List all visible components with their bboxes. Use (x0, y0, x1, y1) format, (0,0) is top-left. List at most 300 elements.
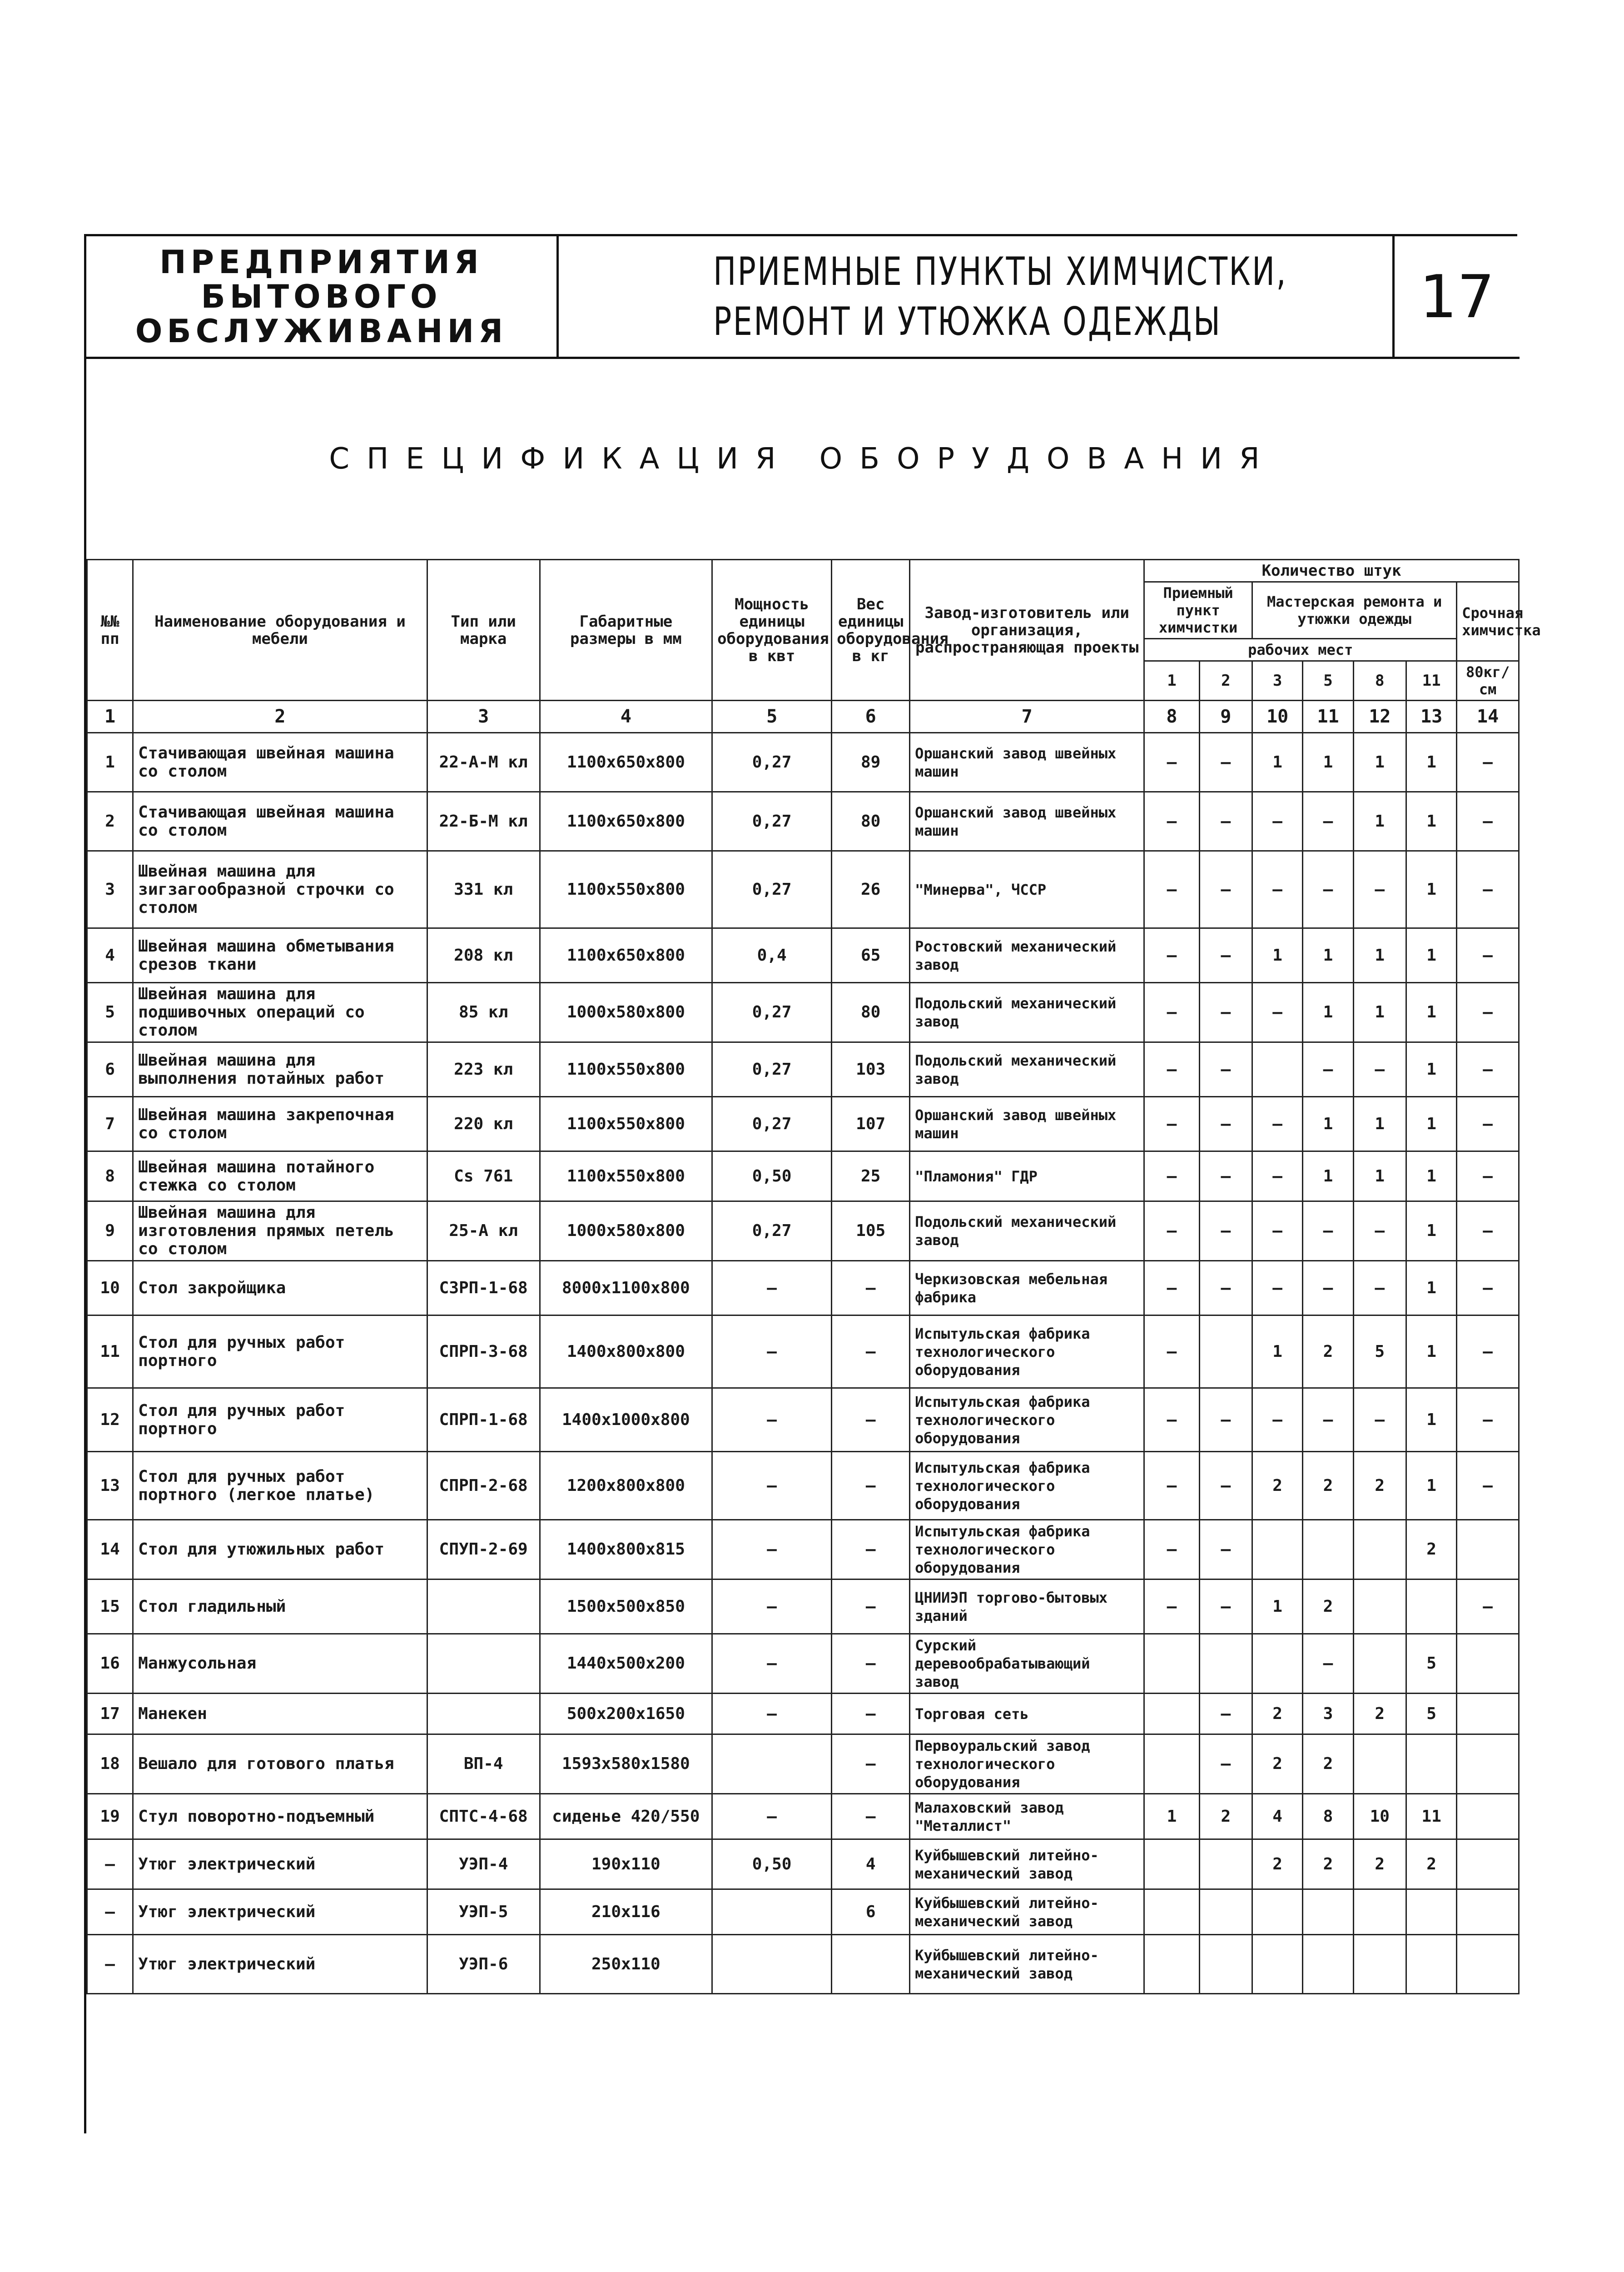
equipment-power: – (712, 1261, 832, 1315)
table-row (87, 1694, 1519, 1734)
equipment-weight: – (832, 1694, 910, 1734)
quantity-cell: – (1303, 1634, 1353, 1694)
quantity-cell: 1 (1303, 928, 1353, 983)
quantity-cell: – (1252, 1097, 1303, 1151)
quantity-cell: 1 (1406, 792, 1456, 851)
quantity-cell (1457, 1935, 1519, 1994)
quantity-cell (1457, 1520, 1519, 1579)
equipment-power: – (712, 1452, 832, 1520)
quantity-cell: – (1457, 851, 1519, 928)
equipment-dimensions: 1593x580x1580 (540, 1734, 712, 1794)
equipment-dimensions: 8000x1100x800 (540, 1261, 712, 1315)
col-head-dims: Габаритные размеры в мм (540, 560, 712, 701)
quantity-cell: – (1457, 1315, 1519, 1388)
document-sheet (84, 234, 1541, 2133)
quantity-cell: 1 (1406, 983, 1456, 1042)
col-number: 6 (832, 701, 910, 733)
quantity-cell: – (1353, 1042, 1406, 1097)
quantity-cell: 1 (1252, 1579, 1303, 1634)
equipment-dimensions: 1100x650x800 (540, 792, 712, 851)
equipment-table (86, 559, 1541, 1994)
quantity-cell: – (1303, 1042, 1353, 1097)
row-number: 3 (87, 851, 133, 928)
quantity-cell: 8 (1303, 1794, 1353, 1839)
col-number: 8 (1144, 701, 1199, 733)
equipment-type: 208 кл (427, 928, 540, 983)
equipment-power: – (712, 1520, 832, 1579)
equipment-weight: 6 (832, 1889, 910, 1935)
quantity-cell: – (1199, 1452, 1252, 1520)
equipment-maker: Оршанский завод швейных машин (910, 733, 1144, 792)
row-number: 1 (87, 733, 133, 792)
organization-logo (86, 236, 559, 357)
quantity-cell: 1 (1252, 928, 1303, 983)
quantity-cell: – (1144, 1452, 1199, 1520)
equipment-dimensions: сиденье 420/550 (540, 1794, 712, 1839)
col-head-power: Мощность единицы оборудования в квт (712, 560, 832, 701)
equipment-power: 0,27 (712, 983, 832, 1042)
quantity-cell: 1 (1303, 733, 1353, 792)
quantity-cell: – (1199, 792, 1252, 851)
equipment-dimensions: 500x200x1650 (540, 1694, 712, 1734)
table-row (87, 983, 1519, 1042)
quantity-cell: 2 (1303, 1452, 1353, 1520)
quantity-cell: – (1457, 1151, 1519, 1201)
quantity-cell (1353, 1520, 1406, 1579)
equipment-name: Утюг электрический (133, 1889, 427, 1935)
row-number: 18 (87, 1734, 133, 1794)
column-number-row (87, 701, 1519, 733)
title-line-1: ПРИЕМНЫЕ ПУНКТЫ ХИМЧИСТКИ, (713, 249, 1287, 294)
quantity-cell: 1 (1144, 1794, 1199, 1839)
org-line-2: БЫТОВОГО (201, 278, 442, 315)
document-title (559, 236, 1395, 357)
quantity-cell (1406, 1889, 1456, 1935)
equipment-maker: Подольский механический завод (910, 983, 1144, 1042)
equipment-maker: Куйбышевский литейно-механический завод (910, 1889, 1144, 1935)
quantity-cell: – (1144, 1579, 1199, 1634)
sub-head: 3 (1252, 661, 1303, 701)
col-number: 13 (1406, 701, 1456, 733)
quantity-cell: – (1144, 851, 1199, 928)
quantity-cell: 1 (1406, 1452, 1456, 1520)
equipment-name: Стачивающая швейная машина со столом (133, 792, 427, 851)
table-row (87, 1097, 1519, 1151)
equipment-type: 331 кл (427, 851, 540, 928)
row-number: 8 (87, 1151, 133, 1201)
col-number: 7 (910, 701, 1144, 733)
quantity-cell: 10 (1353, 1794, 1406, 1839)
quantity-cell: – (1457, 983, 1519, 1042)
quantity-cell (1457, 1839, 1519, 1889)
quantity-cell: 2 (1252, 1734, 1303, 1794)
equipment-type: Cs 761 (427, 1151, 540, 1201)
quantity-cell: 1 (1303, 983, 1353, 1042)
equipment-maker: "Минерва", ЧССР (910, 851, 1144, 928)
equipment-weight: – (832, 1634, 910, 1694)
equipment-weight: – (832, 1388, 910, 1452)
quantity-cell (1353, 1734, 1406, 1794)
quantity-cell: – (1457, 1579, 1519, 1634)
quantity-cell: 1 (1353, 928, 1406, 983)
quantity-cell: – (1457, 1261, 1519, 1315)
row-number: 19 (87, 1794, 133, 1839)
equipment-type: ВП-4 (427, 1734, 540, 1794)
quantity-cell: 2 (1252, 1452, 1303, 1520)
quantity-cell: – (1353, 851, 1406, 928)
quantity-cell (1144, 1839, 1199, 1889)
equipment-weight: 107 (832, 1097, 910, 1151)
equipment-dimensions: 1400x800x800 (540, 1315, 712, 1388)
quantity-cell (1353, 1889, 1406, 1935)
quantity-cell: – (1303, 851, 1353, 928)
quantity-cell: 1 (1406, 851, 1456, 928)
equipment-power: – (712, 1794, 832, 1839)
quantity-cell: – (1353, 1388, 1406, 1452)
equipment-name: Швейная машина для подшивочных операций со столом (133, 983, 427, 1042)
equipment-dimensions: 1440x500x200 (540, 1634, 712, 1694)
equipment-maker: Куйбышевский литейно-механический завод (910, 1839, 1144, 1889)
row-number: 6 (87, 1042, 133, 1097)
equipment-name: Швейная машина закрепочная со столом (133, 1097, 427, 1151)
row-number: 11 (87, 1315, 133, 1388)
quantity-cell: 1 (1252, 1315, 1303, 1388)
equipment-name: Швейная машина для изготовления прямых петель со столом (133, 1201, 427, 1261)
quantity-cell: – (1252, 1151, 1303, 1201)
quantity-cell (1199, 1935, 1252, 1994)
equipment-type: СЗРП-1-68 (427, 1261, 540, 1315)
quantity-cell: – (1199, 1520, 1252, 1579)
row-number: 4 (87, 928, 133, 983)
quantity-cell: 1 (1353, 733, 1406, 792)
equipment-power (712, 1734, 832, 1794)
quantity-cell: – (1303, 1201, 1353, 1261)
row-number: 10 (87, 1261, 133, 1315)
quantity-cell: – (1457, 733, 1519, 792)
title-block (86, 236, 1520, 359)
equipment-power: 0,27 (712, 792, 832, 851)
equipment-dimensions: 190x110 (540, 1839, 712, 1889)
col-number: 9 (1199, 701, 1252, 733)
quantity-cell: – (1457, 1097, 1519, 1151)
quantity-cell: – (1199, 1097, 1252, 1151)
quantity-cell: – (1252, 1388, 1303, 1452)
table-body (87, 701, 1519, 1994)
equipment-weight: – (832, 1734, 910, 1794)
quantity-cell: – (1144, 1042, 1199, 1097)
quantity-cell (1252, 1935, 1303, 1994)
quantity-cell (1252, 1634, 1303, 1694)
equipment-name: Стачивающая швейная машина со столом (133, 733, 427, 792)
row-number: 13 (87, 1452, 133, 1520)
equipment-name: Манжусольная (133, 1634, 427, 1694)
quantity-cell: – (1457, 1042, 1519, 1097)
quantity-cell: 1 (1406, 1388, 1456, 1452)
equipment-power: – (712, 1634, 832, 1694)
quantity-cell: 5 (1406, 1694, 1456, 1734)
quantity-cell (1457, 1634, 1519, 1694)
col-head-workplaces: рабочих мест (1144, 639, 1457, 661)
row-number: 5 (87, 983, 133, 1042)
quantity-cell: – (1457, 1388, 1519, 1452)
quantity-cell: 2 (1303, 1579, 1353, 1634)
quantity-cell (1457, 1794, 1519, 1839)
quantity-cell (1252, 1520, 1303, 1579)
equipment-maker: Испытульская фабрика технологического оборудования (910, 1452, 1144, 1520)
equipment-power (712, 1935, 832, 1994)
quantity-cell (1353, 1634, 1406, 1694)
quantity-cell: – (1303, 1388, 1353, 1452)
equipment-power: – (712, 1694, 832, 1734)
table-row (87, 733, 1519, 792)
equipment-weight: 89 (832, 733, 910, 792)
equipment-maker: Испытульская фабрика технологического оборудования (910, 1315, 1144, 1388)
quantity-cell: 5 (1406, 1634, 1456, 1694)
equipment-name: Стол для ручных работ портного (133, 1388, 427, 1452)
row-number: – (87, 1839, 133, 1889)
equipment-type: УЭП-4 (427, 1839, 540, 1889)
equipment-dimensions: 1000x580x800 (540, 1201, 712, 1261)
table-row (87, 1388, 1519, 1452)
equipment-type (427, 1694, 540, 1734)
equipment-maker: Торговая сеть (910, 1694, 1144, 1734)
equipment-dimensions: 1000x580x800 (540, 983, 712, 1042)
quantity-cell: – (1457, 1201, 1519, 1261)
equipment-type: 22-Б-М кл (427, 792, 540, 851)
equipment-maker: "Пламония" ГДР (910, 1151, 1144, 1201)
quantity-cell: – (1144, 1315, 1199, 1388)
equipment-type: СПТС-4-68 (427, 1794, 540, 1839)
quantity-cell: 1 (1353, 983, 1406, 1042)
col-number: 3 (427, 701, 540, 733)
equipment-weight: – (832, 1452, 910, 1520)
quantity-cell: – (1199, 1151, 1252, 1201)
quantity-cell: 2 (1303, 1734, 1353, 1794)
equipment-maker: Испытульская фабрика технологического оборудования (910, 1388, 1144, 1452)
quantity-cell: 1 (1303, 1097, 1353, 1151)
org-line-3: ОБСЛУЖИВАНИЯ (135, 312, 508, 350)
quantity-cell (1144, 1889, 1199, 1935)
equipment-name: Вешало для готового платья (133, 1734, 427, 1794)
table-row (87, 1634, 1519, 1694)
equipment-power: 0,27 (712, 733, 832, 792)
quantity-cell (1303, 1889, 1353, 1935)
quantity-cell (1199, 1839, 1252, 1889)
col-number: 11 (1303, 701, 1353, 733)
equipment-type: УЭП-6 (427, 1935, 540, 1994)
quantity-cell: – (1457, 928, 1519, 983)
sub-head: 5 (1303, 661, 1353, 701)
quantity-cell: 5 (1353, 1315, 1406, 1388)
quantity-cell: – (1144, 1097, 1199, 1151)
col-number: 2 (133, 701, 427, 733)
table-row (87, 928, 1519, 983)
equipment-power: 0,50 (712, 1839, 832, 1889)
equipment-dimensions: 210x116 (540, 1889, 712, 1935)
quantity-cell: 2 (1353, 1694, 1406, 1734)
quantity-cell: – (1457, 792, 1519, 851)
table-row (87, 1201, 1519, 1261)
equipment-name: Швейная машина потайного стежка со столом (133, 1151, 427, 1201)
quantity-cell: – (1144, 928, 1199, 983)
equipment-type (427, 1634, 540, 1694)
equipment-maker: Сурский деревообрабатывающий завод (910, 1634, 1144, 1694)
equipment-power: 0,4 (712, 928, 832, 983)
equipment-dimensions: 1400x1000x800 (540, 1388, 712, 1452)
equipment-maker: Подольский механический завод (910, 1042, 1144, 1097)
quantity-cell: 1 (1406, 1097, 1456, 1151)
quantity-cell (1457, 1734, 1519, 1794)
quantity-cell: 1 (1406, 733, 1456, 792)
col-head-no: №№ пп (87, 560, 133, 701)
col-number: 10 (1252, 701, 1303, 733)
equipment-power: – (712, 1579, 832, 1634)
equipment-weight: – (832, 1794, 910, 1839)
quantity-cell (1144, 1935, 1199, 1994)
sub-head: 11 (1406, 661, 1456, 701)
sheet-number-cell (1395, 236, 1520, 357)
equipment-power: – (712, 1315, 832, 1388)
equipment-weight: 103 (832, 1042, 910, 1097)
table-row (87, 1520, 1519, 1579)
table-row (87, 1452, 1519, 1520)
quantity-cell: – (1199, 983, 1252, 1042)
row-number: 17 (87, 1694, 133, 1734)
quantity-cell: – (1353, 1261, 1406, 1315)
quantity-cell: 2 (1406, 1520, 1456, 1579)
quantity-cell (1252, 1889, 1303, 1935)
title-line-2: РЕМОНТ И УТЮЖКА ОДЕЖДЫ (713, 299, 1222, 344)
spec-heading-band (86, 359, 1520, 559)
org-line-1: ПРЕДПРИЯТИЯ (159, 243, 483, 281)
row-number: 9 (87, 1201, 133, 1261)
quantity-cell: – (1199, 928, 1252, 983)
col-number: 12 (1353, 701, 1406, 733)
equipment-dimensions: 250x110 (540, 1935, 712, 1994)
spec-title: СПЕЦИФИКАЦИЯ ОБОРУДОВАНИЯ (329, 442, 1277, 476)
row-number: – (87, 1935, 133, 1994)
table-row (87, 1734, 1519, 1794)
quantity-cell: – (1199, 1694, 1252, 1734)
row-number: 2 (87, 792, 133, 851)
quantity-cell (1406, 1935, 1456, 1994)
quantity-cell: – (1252, 983, 1303, 1042)
quantity-cell: – (1252, 1201, 1303, 1261)
quantity-cell: 1 (1406, 928, 1456, 983)
quantity-cell: – (1144, 1520, 1199, 1579)
col-head-type: Тип или марка (427, 560, 540, 701)
table-row (87, 1151, 1519, 1201)
equipment-maker: Оршанский завод швейных машин (910, 792, 1144, 851)
equipment-type: 220 кл (427, 1097, 540, 1151)
quantity-cell: 1 (1353, 792, 1406, 851)
equipment-dimensions: 1100x550x800 (540, 1097, 712, 1151)
col-number: 4 (540, 701, 712, 733)
equipment-type: 22-А-М кл (427, 733, 540, 792)
row-number: – (87, 1889, 133, 1935)
table-row (87, 1315, 1519, 1388)
row-number: 7 (87, 1097, 133, 1151)
equipment-dimensions: 1100x650x800 (540, 733, 712, 792)
quantity-cell: – (1199, 1042, 1252, 1097)
equipment-weight: 26 (832, 851, 910, 928)
equipment-weight: 80 (832, 792, 910, 851)
quantity-cell: – (1303, 792, 1353, 851)
table-row (87, 1839, 1519, 1889)
col-number: 14 (1457, 701, 1519, 733)
equipment-power: 0,50 (712, 1151, 832, 1201)
quantity-cell: – (1199, 851, 1252, 928)
table-row (87, 1889, 1519, 1935)
col-head-express: Срочная химчистка (1457, 582, 1519, 661)
quantity-cell: 1 (1406, 1261, 1456, 1315)
quantity-cell: 1 (1353, 1151, 1406, 1201)
equipment-name: Утюг электрический (133, 1935, 427, 1994)
sub-head: 2 (1199, 661, 1252, 701)
equipment-type: СПРП-1-68 (427, 1388, 540, 1452)
quantity-cell: 1 (1406, 1315, 1456, 1388)
quantity-cell: – (1144, 1261, 1199, 1315)
equipment-name: Утюг электрический (133, 1839, 427, 1889)
equipment-maker: Испытульская фабрика технологического оборудования (910, 1520, 1144, 1579)
equipment-dimensions: 1100x550x800 (540, 1151, 712, 1201)
equipment-type: СПРП-2-68 (427, 1452, 540, 1520)
equipment-type: УЭП-5 (427, 1889, 540, 1935)
quantity-cell: 4 (1252, 1794, 1303, 1839)
equipment-maker: Оршанский завод швейных машин (910, 1097, 1144, 1151)
quantity-cell: 2 (1199, 1794, 1252, 1839)
quantity-cell: 1 (1252, 733, 1303, 792)
quantity-cell: – (1144, 792, 1199, 851)
equipment-name: Стол для ручных работ портного (133, 1315, 427, 1388)
quantity-cell (1144, 1634, 1199, 1694)
table-row (87, 1935, 1519, 1994)
equipment-weight: 25 (832, 1151, 910, 1201)
equipment-dimensions: 1200x800x800 (540, 1452, 712, 1520)
quantity-cell (1353, 1935, 1406, 1994)
equipment-name: Манекен (133, 1694, 427, 1734)
equipment-weight: – (832, 1261, 910, 1315)
col-number: 5 (712, 701, 832, 733)
quantity-cell: 2 (1406, 1839, 1456, 1889)
table-row (87, 851, 1519, 928)
quantity-cell (1353, 1579, 1406, 1634)
quantity-cell: – (1252, 792, 1303, 851)
equipment-maker: Подольский механический завод (910, 1201, 1144, 1261)
quantity-cell (1303, 1520, 1353, 1579)
quantity-cell: – (1199, 733, 1252, 792)
quantity-cell: – (1199, 1734, 1252, 1794)
equipment-name: Стол гладильный (133, 1579, 427, 1634)
quantity-cell (1303, 1935, 1353, 1994)
col-head-workshop: Мастерская ремонта и утюжки одежды (1252, 582, 1457, 639)
table-row (87, 1579, 1519, 1634)
quantity-cell: 2 (1303, 1839, 1353, 1889)
quantity-cell (1252, 1042, 1303, 1097)
equipment-name: Стол для утюжильных работ (133, 1520, 427, 1579)
quantity-cell: 2 (1252, 1839, 1303, 1889)
quantity-cell: – (1144, 1388, 1199, 1452)
table-row (87, 792, 1519, 851)
equipment-power: 0,27 (712, 1042, 832, 1097)
quantity-cell: – (1199, 1261, 1252, 1315)
table-row (87, 1794, 1519, 1839)
row-number: 16 (87, 1634, 133, 1694)
equipment-weight: 4 (832, 1839, 910, 1889)
quantity-cell (1406, 1734, 1456, 1794)
quantity-cell (1406, 1579, 1456, 1634)
equipment-power: 0,27 (712, 1201, 832, 1261)
